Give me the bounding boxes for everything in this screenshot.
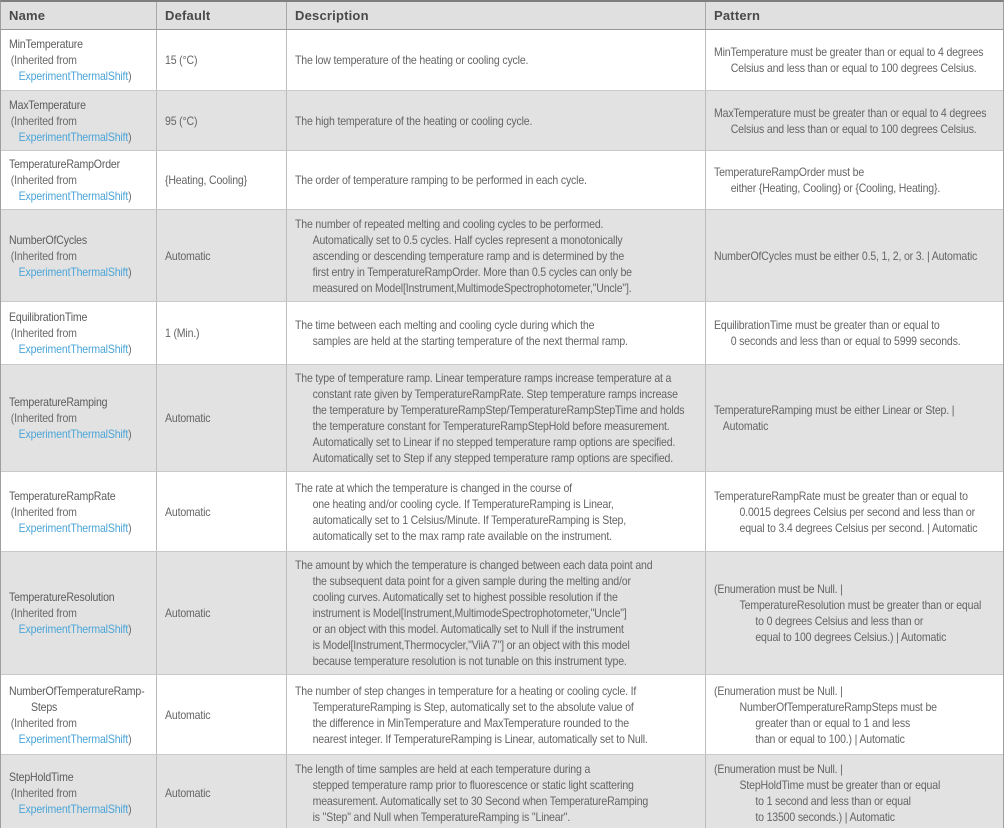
inherited-link[interactable]: ExperimentThermalShift [18, 264, 129, 279]
description-cell [287, 552, 706, 674]
default-value: Automatic [165, 785, 211, 800]
description-line: samples are held at the starting temperature of the next thermal ramp. [312, 334, 628, 348]
column-header-description: Description [287, 2, 706, 29]
default-cell [157, 552, 287, 674]
default-cell [157, 675, 287, 754]
name-line: MaxTemperature [9, 97, 86, 112]
inherited-from-label: (Inherited from [10, 248, 77, 263]
inherited-from-line [19, 68, 132, 84]
default-value: 15 (°C) [165, 53, 198, 67]
pattern-line: to 0 degrees Celsius and less than or [755, 614, 924, 628]
default-value: Automatic [165, 411, 211, 425]
description-line: Automatically set to 0.5 cycles. Half cycles represent a monotonically [312, 232, 623, 247]
name-line: TemperatureRamping [9, 395, 108, 409]
pattern-line: MaxTemperature must be greater than or equal to 4 degrees [714, 105, 987, 120]
inherited-close-paren: ) [128, 731, 132, 746]
pattern-cell [706, 472, 1003, 551]
table-row [1, 754, 1003, 828]
description-line: because temperature resolution is not tunable on this instrument type. [312, 654, 627, 668]
pattern-line: (Enumeration must be Null. | [714, 582, 843, 596]
inherited-close-paren: ) [128, 129, 132, 144]
description-line: cooling curves. Automatically set to highest possible resolution if the [312, 590, 618, 604]
pattern-line: (Enumeration must be Null. | [714, 761, 843, 776]
name-cell [1, 755, 157, 828]
description-line: The high temperature of the heating or cooling cycle. [295, 113, 533, 128]
description-line: one heating and/or cooling cycle. If TemperatureRamping is Linear, [312, 496, 614, 511]
description-line: measured on Model[Instrument,MultimodeSpectrophotometer,"Uncle"]. [312, 280, 632, 295]
pattern-cell [706, 552, 1003, 674]
description-line: measurement. Automatically set to 30 Second when TemperatureRamping [312, 793, 649, 808]
column-header-name: Name [1, 2, 157, 29]
inherited-link[interactable]: ExperimentThermalShift [18, 731, 129, 746]
description-line: the temperature constant for TemperatureRampStepHold before measurement. [312, 419, 670, 433]
default-cell [157, 151, 287, 209]
table-row [1, 209, 1003, 301]
pattern-line: EquilibrationTime must be greater than or equal to [714, 318, 940, 332]
pattern-cell [706, 365, 1003, 471]
description-line: ascending or descending temperature ramp and is determined by the [312, 248, 625, 263]
description-line: The rate at which the temperature is changed in the course of [295, 480, 572, 495]
pattern-line: either {Heating, Cooling} or {Cooling, Heating}. [730, 181, 941, 195]
inherited-link[interactable]: ExperimentThermalShift [18, 801, 129, 816]
description-cell [287, 365, 706, 471]
name-cell [1, 675, 157, 754]
pattern-line: to 1 second and less than or equal [755, 793, 911, 808]
table-header-row [1, 2, 1003, 30]
table-row [1, 364, 1003, 471]
description-line: the subsequent data point for a given sample during the melting and/or [312, 574, 631, 588]
default-value: Automatic [165, 248, 211, 263]
pattern-line: Celsius and less than or equal to 100 degrees Celsius. [730, 121, 977, 136]
inherited-from-line [19, 520, 132, 536]
default-cell [157, 365, 287, 471]
pattern-cell [706, 755, 1003, 828]
description-cell [287, 675, 706, 754]
table-row [1, 301, 1003, 364]
description-line: Automatically set to Step if any stepped temperature ramp options are specified. [312, 451, 674, 465]
inherited-from-line [19, 341, 132, 357]
default-value: 1 (Min.) [165, 326, 200, 340]
inherited-close-paren: ) [128, 427, 132, 441]
inherited-from-label: (Inherited from [10, 113, 77, 128]
inherited-from-line [19, 426, 132, 442]
default-value: Automatic [165, 707, 211, 722]
description-line: automatically set to the max ramp rate available on the instrument. [312, 528, 612, 543]
inherited-from-line [19, 188, 132, 204]
pattern-line: StepHoldTime must be greater than or equal [739, 777, 941, 792]
description-line: The number of step changes in temperature for a heating or cooling cycle. If [295, 683, 637, 698]
description-line: The number of repeated melting and cooling cycles to be performed. [295, 216, 604, 231]
inherited-from-line [19, 264, 132, 280]
name-line: NumberOfTemperatureRamp- [9, 683, 145, 698]
inherited-close-paren: ) [128, 264, 132, 279]
name-cell [1, 210, 157, 301]
default-value: 95 (°C) [165, 113, 198, 128]
description-line: The low temperature of the heating or cooling cycle. [295, 53, 529, 67]
inherited-from-line [19, 129, 132, 145]
name-line: TemperatureRampRate [9, 488, 116, 503]
pattern-line: Celsius and less than or equal to 100 degrees Celsius. [730, 61, 977, 75]
inherited-close-paren: ) [128, 189, 132, 203]
table-row [1, 30, 1003, 90]
description-line: The time between each melting and cooling cycle during which the [295, 318, 595, 332]
pattern-line: TemperatureResolution must be greater than or equal [739, 598, 982, 612]
pattern-line: (Enumeration must be Null. | [714, 683, 843, 698]
description-cell [287, 91, 706, 150]
inherited-from-label: (Inherited from [10, 326, 77, 340]
description-line: instrument is Model[Instrument,MultimodeSpectrophotometer,"Uncle"] [312, 606, 627, 620]
inherited-close-paren: ) [128, 342, 132, 356]
inherited-link[interactable]: ExperimentThermalShift [18, 69, 129, 83]
description-line: The type of temperature ramp. Linear temperature ramps increase temperature at a [295, 371, 672, 385]
inherited-from-label: (Inherited from [10, 715, 77, 730]
name-line: NumberOfCycles [9, 232, 87, 247]
pattern-line: MinTemperature must be greater than or equal to 4 degrees [714, 45, 984, 59]
inherited-from-label: (Inherited from [10, 53, 77, 67]
pattern-cell [706, 30, 1003, 90]
pattern-cell [706, 91, 1003, 150]
column-header-default: Default [157, 2, 287, 29]
inherited-from-label: (Inherited from [10, 173, 77, 187]
name-line: MinTemperature [9, 37, 83, 51]
description-line: the temperature by TemperatureRampStep/TemperatureRampStepTime and holds [312, 403, 685, 417]
inherited-from-line [19, 731, 145, 747]
description-line: The length of time samples are held at each temperature during a [295, 761, 591, 776]
table-body [1, 30, 1003, 828]
inherited-from-label: (Inherited from [10, 504, 77, 519]
description-line: constant rate given by TemperatureRampRate. Step temperature ramps increase [312, 387, 678, 401]
table-row [1, 551, 1003, 674]
pattern-line: Automatic [722, 419, 769, 433]
name-cell [1, 151, 157, 209]
name-cell [1, 552, 157, 674]
description-line: first entry in TemperatureRampOrder. More than 0.5 cycles can only be [312, 264, 632, 279]
pattern-cell [706, 210, 1003, 301]
description-line: TemperatureRamping is Step, automatically set to the absolute value of [312, 699, 634, 714]
name-cell [1, 30, 157, 90]
default-cell [157, 302, 287, 364]
pattern-cell [706, 675, 1003, 754]
pattern-line: than or equal to 100.) | Automatic [755, 731, 905, 746]
name-cell [1, 365, 157, 471]
default-cell [157, 755, 287, 828]
inherited-link[interactable]: ExperimentThermalShift [18, 342, 129, 356]
table-row [1, 674, 1003, 754]
default-cell [157, 210, 287, 301]
pattern-cell [706, 151, 1003, 209]
table-row [1, 471, 1003, 551]
inherited-close-paren: ) [128, 69, 132, 83]
description-line: The amount by which the temperature is changed between each data point and [295, 558, 653, 572]
pattern-line: 0.0015 degrees Celsius per second and less than or [739, 504, 975, 519]
default-cell [157, 472, 287, 551]
pattern-line: 0 seconds and less than or equal to 5999 seconds. [730, 334, 961, 348]
name-line: TemperatureResolution [9, 590, 115, 604]
description-cell [287, 755, 706, 828]
name-cell [1, 472, 157, 551]
name-line: TemperatureRampOrder [9, 157, 120, 171]
description-cell [287, 30, 706, 90]
name-line: Steps [31, 699, 58, 714]
pattern-line: TemperatureRamping must be either Linear or Step. | [714, 403, 955, 417]
pattern-line: TemperatureRampOrder must be [714, 165, 865, 179]
default-value: Automatic [165, 504, 211, 519]
inherited-from-label: (Inherited from [10, 785, 77, 800]
name-cell [1, 302, 157, 364]
description-cell [287, 210, 706, 301]
inherited-from-label: (Inherited from [10, 606, 77, 620]
inherited-link[interactable]: ExperimentThermalShift [18, 189, 129, 203]
inherited-close-paren: ) [128, 801, 132, 816]
inherited-link[interactable]: ExperimentThermalShift [18, 622, 129, 636]
inherited-link[interactable]: ExperimentThermalShift [18, 129, 129, 144]
description-line: automatically set to 1 Celsius/Minute. If TemperatureRamping is Step, [312, 512, 627, 527]
description-line: stepped temperature ramp prior to fluorescence or static light scattering [312, 777, 634, 792]
pattern-line: to 13500 seconds.) | Automatic [755, 809, 895, 824]
pattern-line: TemperatureRampRate must be greater than or equal to [714, 488, 968, 503]
pattern-line: greater than or equal to 1 and less [755, 715, 911, 730]
pattern-line: NumberOfCycles must be either 0.5, 1, 2, or 3. | Automatic [714, 248, 978, 263]
default-cell [157, 91, 287, 150]
inherited-close-paren: ) [128, 622, 132, 636]
pattern-line: equal to 100 degrees Celsius.) | Automatic [755, 630, 947, 644]
table-row [1, 150, 1003, 209]
description-line: the difference in MinTemperature and MaxTemperature rounded to the [312, 715, 629, 730]
name-cell [1, 91, 157, 150]
description-line: is "Step" and Null when TemperatureRamping is "Linear". [312, 809, 571, 824]
description-line: or an object with this model. Automatically set to Null if the instrument [312, 622, 624, 636]
description-cell [287, 302, 706, 364]
description-cell [287, 472, 706, 551]
pattern-line: equal to 3.4 degrees Celsius per second. | Automatic [739, 520, 978, 535]
inherited-from-label: (Inherited from [10, 411, 77, 425]
description-line: nearest integer. If TemperatureRamping is Linear, automatically set to Null. [312, 731, 648, 746]
inherited-from-line [19, 621, 132, 637]
inherited-link[interactable]: ExperimentThermalShift [18, 520, 129, 535]
inherited-from-line [19, 801, 132, 817]
inherited-link[interactable]: ExperimentThermalShift [18, 427, 129, 441]
default-cell [157, 30, 287, 90]
column-header-pattern: Pattern [714, 8, 761, 23]
description-line: Automatically set to Linear if no stepped temperature ramp options are specified. [312, 435, 676, 449]
default-value: {Heating, Cooling} [165, 173, 247, 187]
description-cell [287, 151, 706, 209]
default-value: Automatic [165, 606, 211, 620]
description-line: The order of temperature ramping to be performed in each cycle. [295, 173, 587, 187]
inherited-close-paren: ) [128, 520, 132, 535]
name-line: EquilibrationTime [9, 310, 88, 324]
description-line: is Model[Instrument,Thermocycler,"ViiA 7"] or an object with this model [312, 638, 630, 652]
pattern-cell [706, 302, 1003, 364]
name-line: StepHoldTime [9, 769, 74, 784]
pattern-line: NumberOfTemperatureRampSteps must be [739, 699, 937, 714]
table-row [1, 90, 1003, 150]
